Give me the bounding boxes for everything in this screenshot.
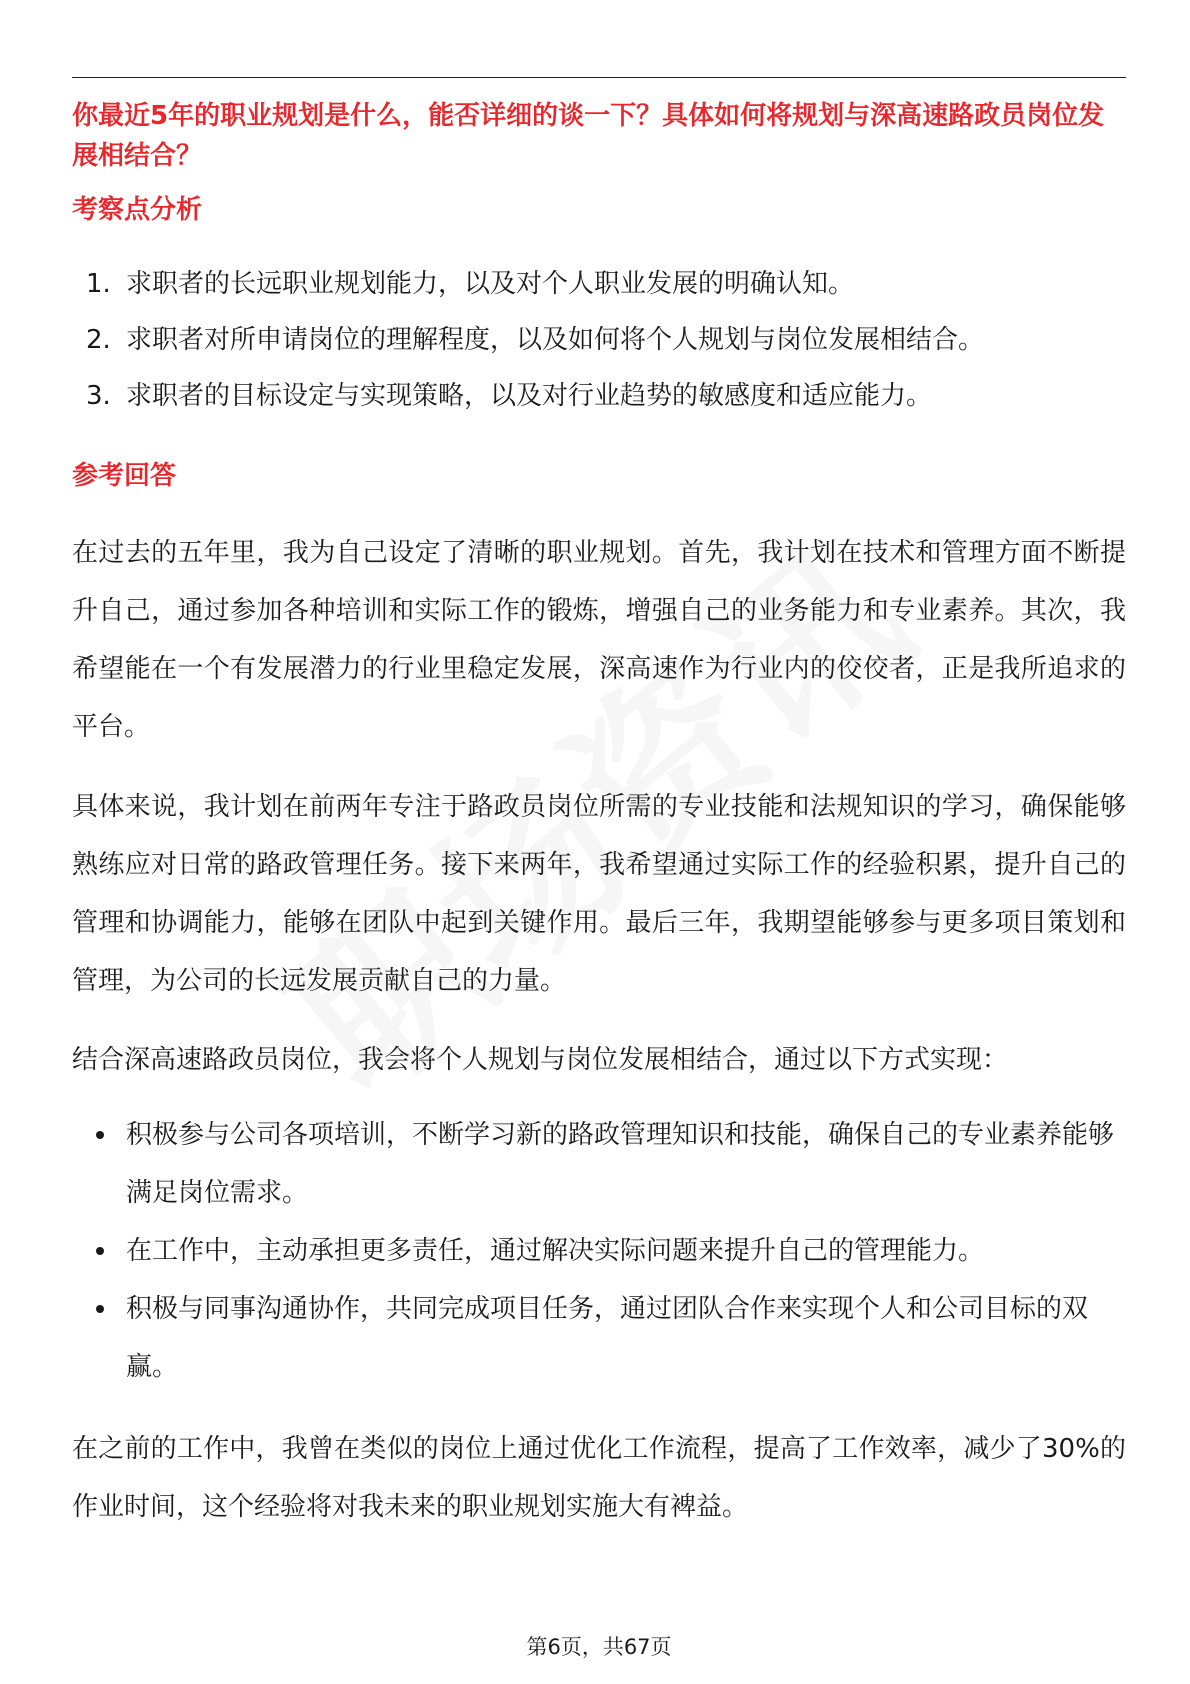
top-divider xyxy=(72,77,1126,78)
list-item-text: 积极与同事沟通协作，共同完成项目任务，通过团队合作来实现个人和公司目标的双赢。 xyxy=(126,1294,1089,1382)
list-item xyxy=(72,320,1126,376)
list-item xyxy=(72,1280,1126,1396)
list-item xyxy=(72,376,1126,432)
list-item xyxy=(72,1106,1126,1222)
list-number: 3. xyxy=(86,381,111,411)
page-number: 第6页，共67页 xyxy=(526,1635,672,1659)
list-item xyxy=(72,264,1126,320)
list-item-text: 求职者的长远职业规划能力，以及对个人职业发展的明确认知。 xyxy=(126,269,855,299)
analysis-heading: 考察点分析 xyxy=(72,195,203,225)
analysis-list xyxy=(72,264,1126,432)
list-item-text: 求职者的目标设定与实现策略，以及对行业趋势的敏感度和适应能力。 xyxy=(126,381,933,411)
list-item-text: 在工作中，主动承担更多责任，通过解决实际问题来提升自己的管理能力。 xyxy=(126,1236,985,1266)
answer-paragraph: 具体来说，我计划在前两年专注于路政员岗位所需的专业技能和法规知识的学习，确保能够熟练应对日常的路政管理任务。接下来两年，我希望通过实际工作的经验积累，提升自己的管理和协调能力，能够在团队中起到关键作用。最后三年，我期望能够参与更多项目策划和管理，为公司的长远发展贡献自己的力量。 xyxy=(72,792,1126,996)
answer-bullet-list xyxy=(72,1106,1126,1396)
list-item-text: 求职者对所申请岗位的理解程度，以及如何将个人规划与岗位发展相结合。 xyxy=(126,325,985,355)
answer-heading: 参考回答 xyxy=(72,461,177,491)
bullet-dot-icon xyxy=(96,1247,104,1255)
answer-paragraph: 结合深高速路政员岗位，我会将个人规划与岗位发展相结合，通过以下方式实现： xyxy=(72,1045,1009,1075)
question-title: 你最近5年的职业规划是什么，能否详细的谈一下？具体如何将规划与深高速路政员岗位发展相结合？ xyxy=(72,101,1105,171)
list-item-text: 积极参与公司各项培训，不断学习新的路政管理知识和技能，确保自己的专业素养能够满足岗位需求。 xyxy=(126,1120,1115,1208)
document-page xyxy=(72,0,1126,1684)
list-number: 2. xyxy=(86,325,111,355)
bullet-dot-icon xyxy=(96,1305,104,1313)
list-number: 1. xyxy=(86,269,111,299)
list-item xyxy=(72,1222,1126,1280)
answer-paragraph: 在过去的五年里，我为自己设定了清晰的职业规划。首先，我计划在技术和管理方面不断提升自己，通过参加各种培训和实际工作的锻炼，增强自己的业务能力和专业素养。其次，我希望能在一个有发展潜力的行业里稳定发展，深高速作为行业内的佼佼者，正是我所追求的平台。 xyxy=(72,538,1126,742)
answer-closing-paragraph: 在之前的工作中，我曾在类似的岗位上通过优化工作流程，提高了工作效率，减少了30%的作业时间，这个经验将对我未来的职业规划实施大有裨益。 xyxy=(72,1434,1126,1522)
bullet-dot-icon xyxy=(96,1131,104,1139)
